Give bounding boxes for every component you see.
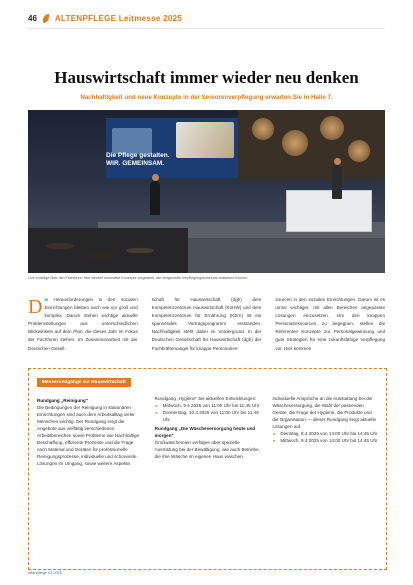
article-title: Hauswirtschaft immer wieder neu denken [54,68,359,87]
article-column-3: sourcen in den sozialen Einrichtungen. Darum ist es umso wichtiger, mit allen Bereichen angepasste Lösungen einzusetzen. Um den knappen Personalressourcen zu begegnen, stellen die Referenten Konzepte zur Personalgewinnung und gute Strategien für eine zukunftsfähige Verpflegung vor. Hier kommen [275,297,386,351]
info-column-1 [37,395,143,467]
dish-image [348,140,370,162]
info-box-heading: Messerundgänge zur Hauswirtschaft [37,378,131,387]
tour-title: Rundgang „Die Wäscheversorgung heute und morgen" [154,426,256,438]
info-box [28,368,387,570]
demo-kitchen [286,190,372,232]
info-column-2 [155,395,261,467]
presentation-screen [106,118,238,178]
page-header [28,14,182,23]
drop-cap: D [28,296,43,318]
publication-title: ALTENPFLEGE Leitmesse 2025 [54,14,183,23]
tour-date: ▸ Mittwoch, 9.4.2025 von 14:00 Uhr bis 14:45 Uhr [272,437,378,444]
speaker-head [152,174,159,181]
tour-description: Großwäschereien verfügen über spezielle Ausrüstung bei der Bewältigung, wie auch Betriebe, die ihre Wäsche im eigenen Haus waschen. [154,440,260,459]
screen-image-left [112,128,152,154]
page-footer: Altenpflege 03.2025 [28,571,62,575]
dish-image [282,130,308,156]
tour-description: Individuelle Ansprüche an die Ausstattung bei der Wäscheversorgung, die Wahl der passenden Geräte, die Frage der Hygiene, die Produkte und die Organisation — dieser Rundgang zeigt aktuelle Lösungen auf. [272,396,377,429]
photo-slogan [106,152,216,168]
article-column-2: schaft für Hauswirtschaft (dgh) dem Kompetenzzentrum Hauswirtschaft (KoHW) und dem Kompetenzzentrum für Ernährung (KErn) ist ein spannendes Vortragsprogramm entstanden. Nachhaltigkeit steht dabei im Vordergrund. In der Deutschen Gesellschaft für Hauswirtschaft (dgh) der Fachkräftemangel für knappe Personalres- [151,297,262,351]
tour-title: Rundgang „Reinigung" [37,398,88,403]
article-photo [28,110,385,273]
leaf-logo-icon [43,14,49,23]
slogan-line-1: Die Pflege gestalten. [106,152,170,159]
chef-figure [332,165,342,199]
article-subtitle: Nachhaltigkeit und neue Konzepte in der Seniorenverpflegung erwarten Sie in Halle 7. [80,94,333,101]
tour-intro: Rundgang „Hygiene" bei aktuellen Entwicklungen: [154,396,257,401]
info-column-3 [272,395,378,467]
photo-caption: Live-Vorträge über den Fachforen: Hier werden innovative Konzepte vorgestellt, wie zeitgemäße Verpflegungskonzepte aussehen können. [28,276,248,280]
dish-image [320,116,344,140]
column-1-text: ie Herausforderungen in den sozialen Einrichtungen bleiben nach wie vor groß und komplex. Darum stehen wichtige aktuelle Problemstellungen aus unterschiedlichen Blickwinkeln auf dem Plan, die dieses Jahr im Fokus der Fachforen stehen. Im Zusammenarbeit mit der Deutschen Gesell- [28,297,138,351]
dish-image [252,118,274,140]
slogan-line-2: WIR. GEMEINSAM. [106,160,165,167]
tour-date: ▸ Dienstag, 8.4.2025 von 14:00 Uhr bis 14:45 Uhr [272,430,378,437]
article-body [28,296,385,353]
article-column-1 [28,296,138,353]
header-divider [28,28,385,29]
tour-description: Die Bedingungen der Reinigung in stationären Einrichtungen sind auch dem Arbeitsalltag vieler Menschen wichtig. Der Rundgang zeigt die Angebote aus vielfältig verschiedenen Arbeitsbereichen sowie Probleme wie Nachhaltige Beschaffung, effiziente Prozesse und die Frage nach Material und Geräten für professionelle Reinigungsprozesse, individuelle und schonende Lösungen im Umgang, sowie weitere Aspekte. [37,405,140,466]
chef-head [334,158,341,165]
audience [28,228,188,273]
tour-date: ▸ Mittwoch, 9.4.2025 von 11:00 Uhr bis 11:45 Uhr [155,402,261,409]
speaker-figure [150,181,160,215]
page-number: 46 [28,14,37,23]
food-photo-wall [238,110,385,180]
tour-date: ▸ Donnerstag, 10.4.2025 von 11:00 Uhr bis 11:45 Uhr [155,409,261,423]
